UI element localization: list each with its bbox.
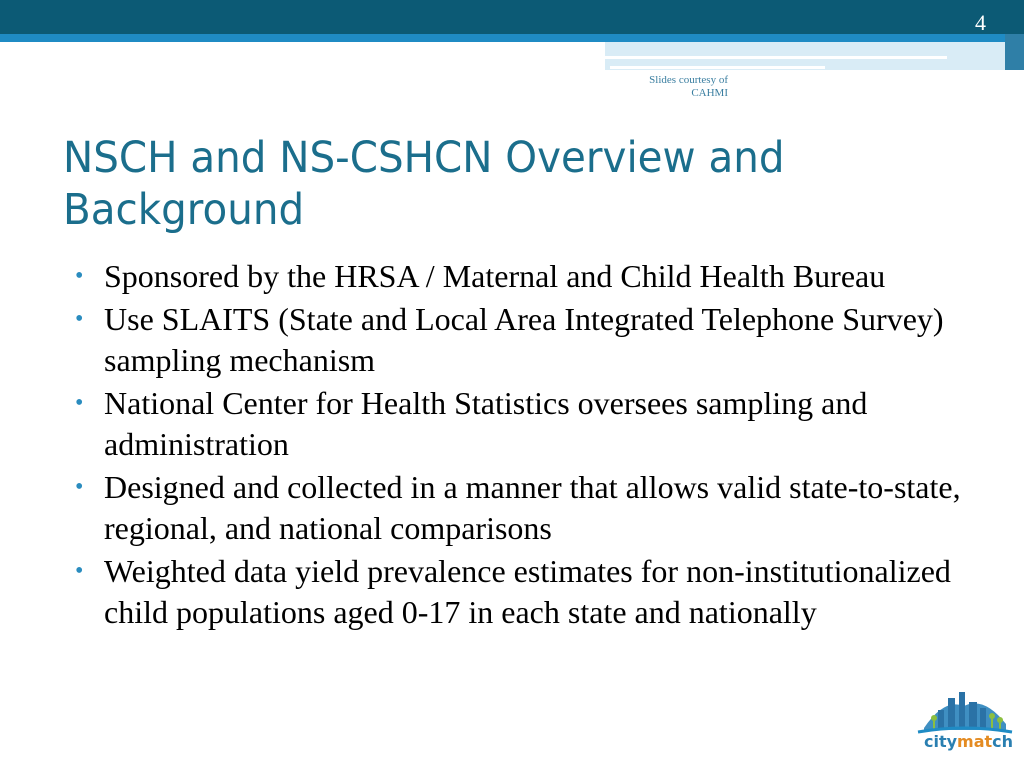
- courtesy-line: CAHMI: [691, 87, 728, 99]
- header-band: [0, 0, 1024, 34]
- header-stripe: [0, 34, 1024, 42]
- bullet-dot-icon: •: [75, 306, 84, 332]
- header-right-tab: [1005, 34, 1024, 70]
- bullet-dot-icon: •: [75, 558, 84, 584]
- logo-word-city: city: [924, 732, 958, 751]
- logo-word-mat: mat: [957, 732, 993, 751]
- bullet-dot-icon: •: [75, 390, 84, 416]
- courtesy-note: [600, 74, 728, 100]
- bullet-item: [75, 256, 975, 297]
- header-corner-line: [605, 56, 947, 59]
- bullet-item: [75, 299, 975, 381]
- bullet-text: Weighted data yield prevalence estimates for non-institutionalized child populations aged 0-17 in each state and nationally: [104, 553, 951, 630]
- bullet-item: [75, 383, 975, 465]
- logo-word-ch: ch: [992, 732, 1014, 751]
- bullet-dot-icon: •: [75, 474, 84, 500]
- citymatch-skyline-icon: [914, 688, 1014, 734]
- bullet-text: Sponsored by the HRSA / Maternal and Child Health Bureau: [104, 258, 886, 294]
- bullet-item: [75, 467, 975, 549]
- citymatch-wordmark: [924, 732, 1013, 751]
- bullet-text: National Center for Health Statistics oversees sampling and administration: [104, 385, 868, 462]
- bullet-text: Designed and collected in a manner that allows valid state-to-state, regional, and national comparisons: [104, 469, 961, 546]
- bullet-item: [75, 551, 975, 633]
- bullet-list: [75, 256, 975, 635]
- citymatch-logo: [914, 688, 1014, 760]
- slide-number: 4: [975, 10, 986, 35]
- header-corner-line: [610, 66, 825, 69]
- slide-title: NSCH and NS-CSHCN Overview and Background: [63, 133, 785, 235]
- bullet-text: Use SLAITS (State and Local Area Integrated Telephone Survey) sampling mechanism: [104, 301, 944, 378]
- courtesy-line: Slides courtesy of: [649, 74, 728, 86]
- bullet-dot-icon: •: [75, 263, 84, 289]
